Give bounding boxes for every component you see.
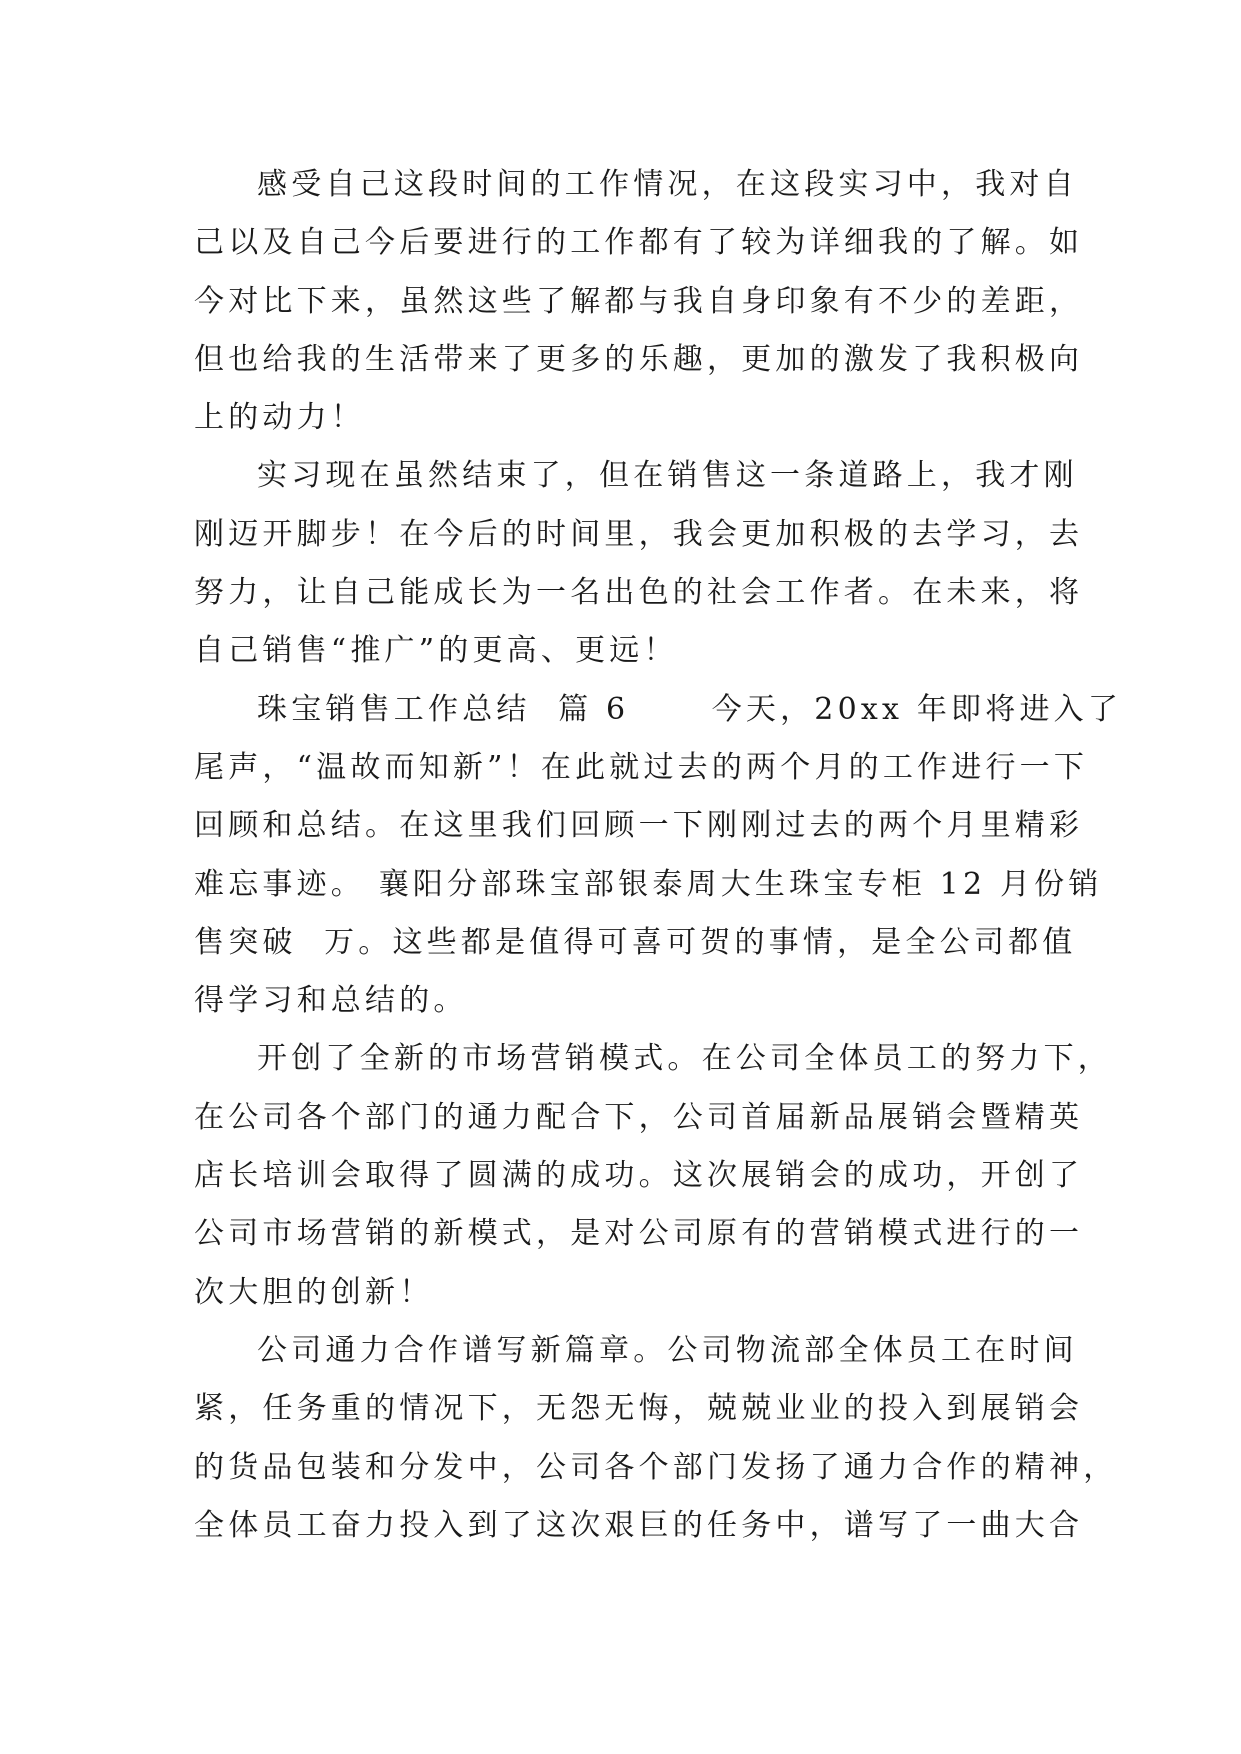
text-line: 上的动力！	[194, 400, 365, 436]
text-line: 自己销售“推广”的更高、更远！	[194, 633, 678, 669]
text-line: 但也给我的生活带来了更多的乐趣，更加的激发了我积极向	[194, 341, 1084, 377]
text-line: 感受自己这段时间的工作情况，在这段实习中，我对自	[257, 167, 1078, 202]
text-line: 努力，让自己能成长为一名出色的社会工作者。在未来，将	[194, 575, 1084, 611]
text-line: 刚迈开脚步！在今后的时间里，我会更加积极的去学习，去	[194, 516, 1084, 552]
document-body	[194, 156, 1123, 1555]
text-line: 公司通力合作谱写新篇章。公司物流部全体员工在时间	[257, 1332, 1078, 1368]
text-line: 的货品包装和分发中，公司各个部门发扬了通力合作的精神，	[194, 1449, 1118, 1485]
section-heading-line: 珠宝销售工作总结 篇 6 今天，20xx 年即将进入了	[257, 691, 1123, 727]
text-line: 次大胆的创新！	[194, 1274, 434, 1310]
text-line: 己以及自己今后要进行的工作都有了较为详细我的了解。如	[194, 225, 1084, 261]
text-line: 公司市场营销的新模式，是对公司原有的营销模式进行的一	[194, 1216, 1084, 1252]
text-line: 难忘事迹。 襄阳分部珠宝部银泰周大生珠宝专柜 12 月份销	[194, 866, 1103, 902]
text-line: 开创了全新的市场营销模式。在公司全体员工的努力下，	[257, 1041, 1112, 1077]
text-line: 紧，任务重的情况下，无怨无悔，兢兢业业的投入到展销会	[194, 1391, 1084, 1427]
text-line: 售突破 万。这些都是值得可喜可贺的事情，是全公司都值	[194, 924, 1077, 960]
text-line: 全体员工奋力投入到了这次艰巨的任务中，谱写了一曲大合	[194, 1507, 1084, 1543]
text-line: 今对比下来，虽然这些了解都与我自身印象有不少的差距，	[194, 283, 1084, 319]
text-line: 尾声，“温故而知新”！在此就过去的两个月的工作进行一下	[194, 749, 1089, 785]
text-line: 回顾和总结。在这里我们回顾一下刚刚过去的两个月里精彩	[194, 808, 1084, 844]
text-line: 店长培训会取得了圆满的成功。这次展销会的成功，开创了	[194, 1158, 1084, 1194]
text-line: 在公司各个部门的通力配合下，公司首届新品展销会暨精英	[194, 1099, 1084, 1135]
text-line: 得学习和总结的。	[194, 983, 468, 1019]
text-line: 实习现在虽然结束了，但在销售这一条道路上，我才刚	[257, 458, 1078, 494]
